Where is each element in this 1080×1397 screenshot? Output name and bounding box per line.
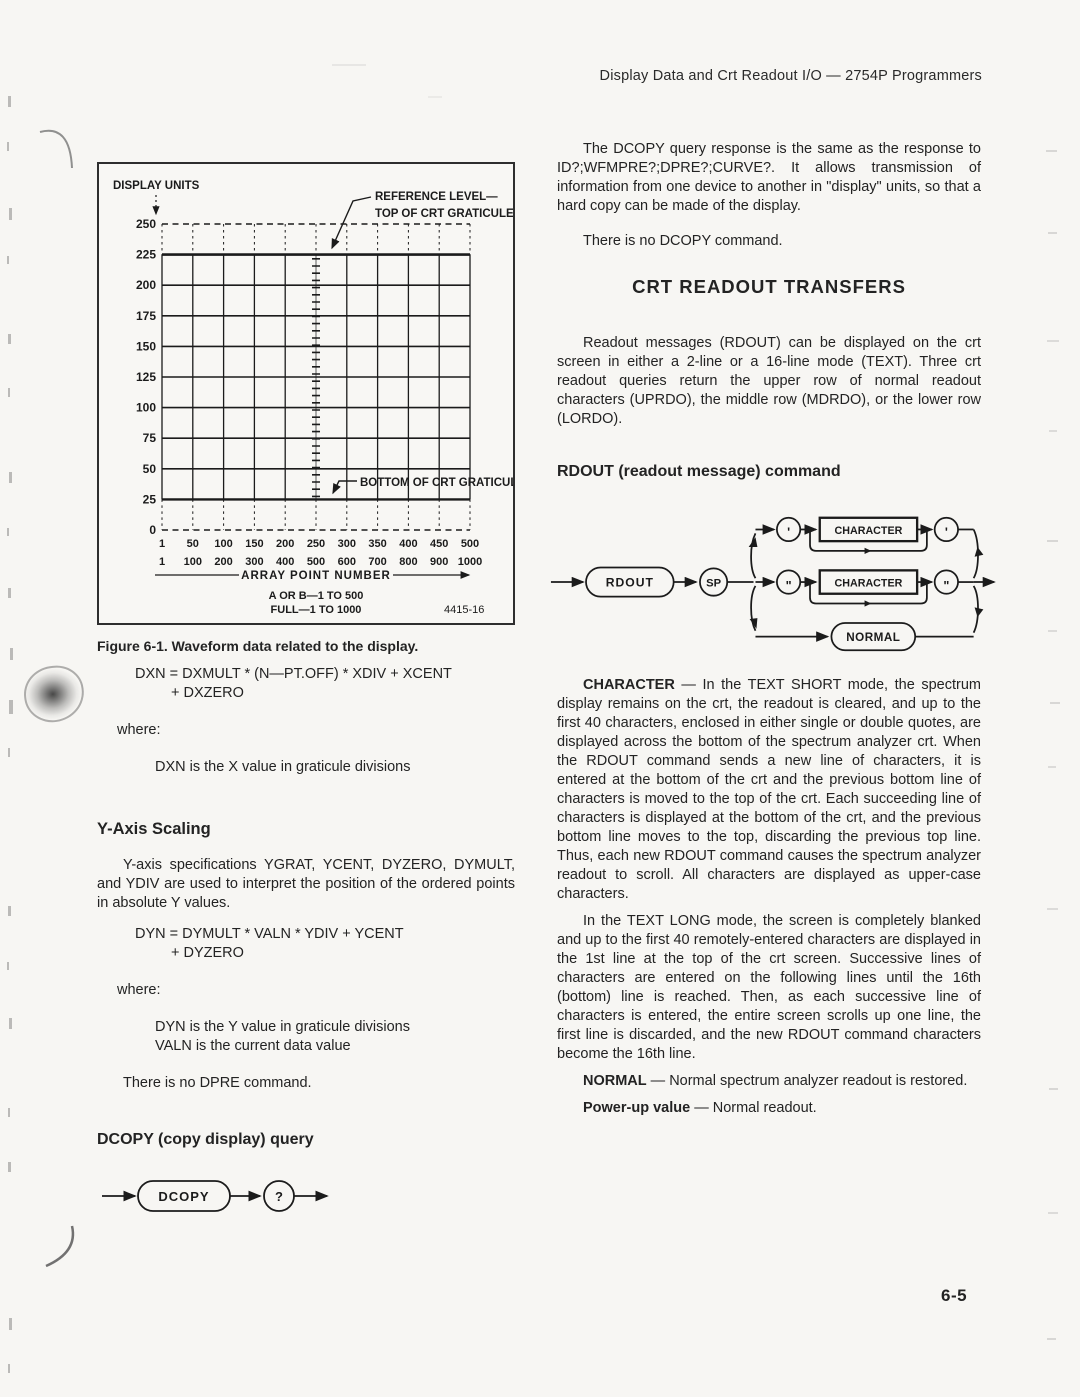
- y-tick-label: 225: [135, 247, 156, 262]
- x-tick-label: 400: [399, 538, 418, 550]
- text-long-paragraph: In the TEXT LONG mode, the screen is completely blanked and up to the first 40 remotely-entered characters are displayed in the 1st line at the top of the crt screen. Successive lines of characters are entered on the following lines until the 16th (bottom) line is reached. Then, as each successive line of characters is entered, the entire screen scrolls up one line, the first line is discarded, and the new RDOUT command characters become the 16th line.: [557, 913, 981, 1062]
- y-tick-label: 25: [142, 492, 156, 507]
- pen-mark-top: [36, 124, 80, 172]
- scan-tick: [1047, 540, 1058, 542]
- x-tick-label: 1000: [457, 556, 483, 568]
- y-definition: DYN is the Y value in graticule divisions: [155, 1019, 410, 1035]
- scan-tick: [8, 96, 11, 107]
- character-mid-label: CHARACTER: [834, 577, 903, 590]
- display-units-label: DISPLAY UNITS: [113, 180, 200, 192]
- y-axis-paragraph: Y-axis specifications YGRAT, YCENT, DYZERO, DYMULT, and YDIV are used to interpret the position of the ordered points in absolute Y values.: [97, 857, 515, 911]
- x-tick-label: 150: [245, 538, 264, 550]
- formula-line: + DXZERO: [171, 685, 244, 701]
- pen-mark-bottom: [40, 1222, 82, 1272]
- scan-tick: [8, 1364, 10, 1373]
- scan-tick: [428, 96, 442, 98]
- left-column: [97, 162, 515, 1224]
- powerup-lead: Power-up value: [583, 1100, 691, 1116]
- normal-paragraph: [557, 1072, 981, 1091]
- x-tick-label: 300: [245, 556, 264, 568]
- scan-tick: [1047, 340, 1059, 342]
- scan-tick: [1048, 232, 1057, 234]
- x-tick-label: 800: [399, 556, 418, 568]
- powerup-body: — Normal readout.: [690, 1100, 817, 1116]
- y-scaling-formula: [97, 925, 515, 963]
- page-number: 6-5: [941, 1286, 968, 1305]
- scan-tick: [1049, 1088, 1058, 1090]
- reference-level-label-1: REFERENCE LEVEL—: [375, 191, 498, 203]
- normal-body: — Normal spectrum analyzer readout is restored.: [646, 1073, 968, 1089]
- reference-level-arrow: [332, 197, 371, 248]
- scan-tick: [1048, 1212, 1058, 1214]
- waveform-graticule-figure: [99, 164, 513, 623]
- x-tick-label: 500: [306, 556, 326, 568]
- x-tick-label: 350: [368, 538, 387, 550]
- x-tick-label: 250: [306, 538, 326, 550]
- character-top-label: CHARACTER: [834, 524, 903, 537]
- y-tick-label: 0: [149, 523, 156, 537]
- dcopy-syntax-diagram: [99, 1166, 349, 1224]
- x-tick-label: 200: [276, 538, 295, 550]
- x-tick-label: 1: [158, 556, 166, 568]
- rdout-intro-paragraph: Readout messages (RDOUT) can be displayed on the crt screen in either a 2-line or a 16-line mode (TEXT). Three crt readout queries return the upper row of normal readout characters (UPRDO), the middle row (MDRDO), or the lower row (LORDO).: [557, 335, 981, 427]
- scan-tick: [8, 334, 11, 344]
- x-tick-label: 50: [186, 538, 199, 550]
- figure-code: 4415-16: [444, 604, 485, 616]
- character-body: — In the TEXT SHORT mode, the spectrum display remains on the crt, the readout is cleared, and up to the first 40 characters, enclosed in either single or double quotes, are displayed across the bottom of the spectrum analyzer crt. When the RDOUT command sends a new line of characters, it is entered at the bottom of the crt and the previous bottom line of characters is moved to the top of the crt. Each succeeding line of characters is displayed at the bottom of the crt, and the previous bottom line moves to the top, discarding the previous top line. Thus, each new RDOUT command causes the spectrum analyzer readout to scroll. All characters are displayed as upper-case characters.: [557, 677, 981, 902]
- scan-tick: [1047, 908, 1058, 910]
- rdout-command-heading: RDOUT (readout message) command: [557, 463, 841, 480]
- scan-tick: [1048, 766, 1056, 768]
- character-paragraph: [557, 676, 981, 904]
- no-dcopy-note: There is no DCOPY command.: [583, 233, 783, 249]
- rdout-syntax-diagram: [549, 500, 997, 668]
- right-column: [557, 140, 981, 1118]
- scan-tick: [7, 256, 9, 264]
- x-tick-label: 100: [183, 556, 202, 568]
- y-tick-label: 75: [142, 431, 156, 446]
- bottom-graticule-label: BOTTOM OF CRT GRATICULE: [360, 477, 513, 489]
- scan-tick: [7, 528, 9, 536]
- scan-tick: [8, 588, 11, 598]
- question-mark-label: ?: [275, 1189, 283, 1204]
- y-tick-label: 175: [135, 308, 156, 323]
- scan-tick: [9, 1318, 12, 1330]
- y-tick-label: 150: [135, 339, 156, 354]
- y-definitions: [97, 1018, 515, 1056]
- x-scaling-formula: [97, 665, 515, 703]
- y-definition: VALN is the current data value: [155, 1038, 351, 1054]
- rdout-pill-label: RDOUT: [605, 575, 654, 590]
- y-tick-label: 125: [135, 370, 156, 384]
- single-quote-close-label: ': [944, 525, 948, 540]
- sp-label: SP: [706, 577, 722, 590]
- normal-pill-label: NORMAL: [846, 630, 901, 644]
- x-tick-label: 400: [276, 556, 295, 568]
- crt-readout-transfers-heading: CRT READOUT TRANSFERS: [632, 276, 906, 297]
- double-quote-close-label: ": [943, 578, 950, 593]
- scan-tick: [7, 962, 9, 970]
- formula-line: + DYZERO: [171, 945, 244, 961]
- ink-smudge: [20, 662, 87, 726]
- scan-tick: [8, 748, 10, 757]
- x-tick-label: 700: [368, 556, 387, 568]
- where-label: where:: [117, 722, 161, 738]
- bottom-graticule-arrow: [333, 481, 357, 493]
- x-definition: DXN is the X value in graticule divisions: [155, 759, 411, 775]
- scan-tick: [1048, 630, 1057, 632]
- scan-tick: [1050, 702, 1060, 704]
- figure-caption: Figure 6-1. Waveform data related to the display.: [97, 638, 419, 654]
- character-lead: CHARACTER: [583, 677, 675, 693]
- single-quote-open-label: ': [787, 525, 791, 540]
- scan-tick: [1046, 150, 1057, 152]
- scan-tick: [9, 700, 13, 714]
- no-dpre-note: There is no DPRE command.: [123, 1075, 312, 1091]
- powerup-paragraph: [557, 1099, 981, 1118]
- scan-tick: [8, 388, 10, 397]
- scan-tick: [9, 208, 12, 220]
- where-label: where:: [117, 982, 161, 998]
- scan-tick: [8, 906, 11, 916]
- scan-tick: [9, 1018, 12, 1029]
- double-quote-open-label: ": [785, 578, 792, 593]
- dcopy-pill-label: DCOPY: [158, 1189, 210, 1204]
- range-note-1: A OR B—1 TO 500: [268, 590, 364, 602]
- x-tick-label: 100: [214, 538, 233, 550]
- x-tick-label: 1: [158, 538, 166, 550]
- y-tick-label: 250: [135, 217, 156, 231]
- x-tick-label: 300: [337, 538, 356, 550]
- x-tick-label: 600: [337, 556, 356, 568]
- normal-lead: NORMAL: [583, 1073, 647, 1089]
- y-tick-label: 100: [135, 400, 156, 415]
- formula-line: DXN = DXMULT * (N—PT.OFF) * XDIV + XCENT: [135, 666, 452, 682]
- x-tick-label: 900: [430, 556, 449, 568]
- x-tick-label: 450: [430, 538, 449, 550]
- y-tick-label: 50: [142, 461, 156, 476]
- page-header-title: Display Data and Crt Readout I/O — 2754P Programmers: [599, 68, 982, 84]
- scan-tick: [332, 64, 366, 66]
- scan-tick: [10, 648, 13, 660]
- formula-line: DYN = DYMULT * VALN * YDIV + YCENT: [135, 926, 404, 942]
- figure-6-1-box: [97, 162, 515, 625]
- scan-tick: [9, 472, 12, 483]
- x-axis-title: ARRAY POINT NUMBER: [241, 570, 391, 582]
- y-tick-label: 200: [135, 278, 156, 293]
- scan-tick: [8, 1162, 11, 1172]
- scan-tick: [1047, 1338, 1056, 1340]
- scan-tick: [1049, 430, 1057, 432]
- reference-level-label-2: TOP OF CRT GRATICULE: [375, 208, 513, 220]
- x-tick-label: 500: [460, 538, 480, 550]
- scan-tick: [7, 142, 9, 151]
- dcopy-query-heading: DCOPY (copy display) query: [97, 1131, 314, 1148]
- dcopy-response-paragraph: The DCOPY query response is the same as the response to ID?;WFMPRE?;DPRE?;CURVE?. It allows transmission of information from one device to another in "display" units, so that a hard copy can be made of the display.: [557, 141, 981, 214]
- range-note-2: FULL—1 TO 1000: [270, 604, 362, 616]
- x-tick-label: 200: [214, 556, 233, 568]
- scan-tick: [8, 1108, 10, 1117]
- y-axis-scaling-heading: Y-Axis Scaling: [97, 820, 211, 838]
